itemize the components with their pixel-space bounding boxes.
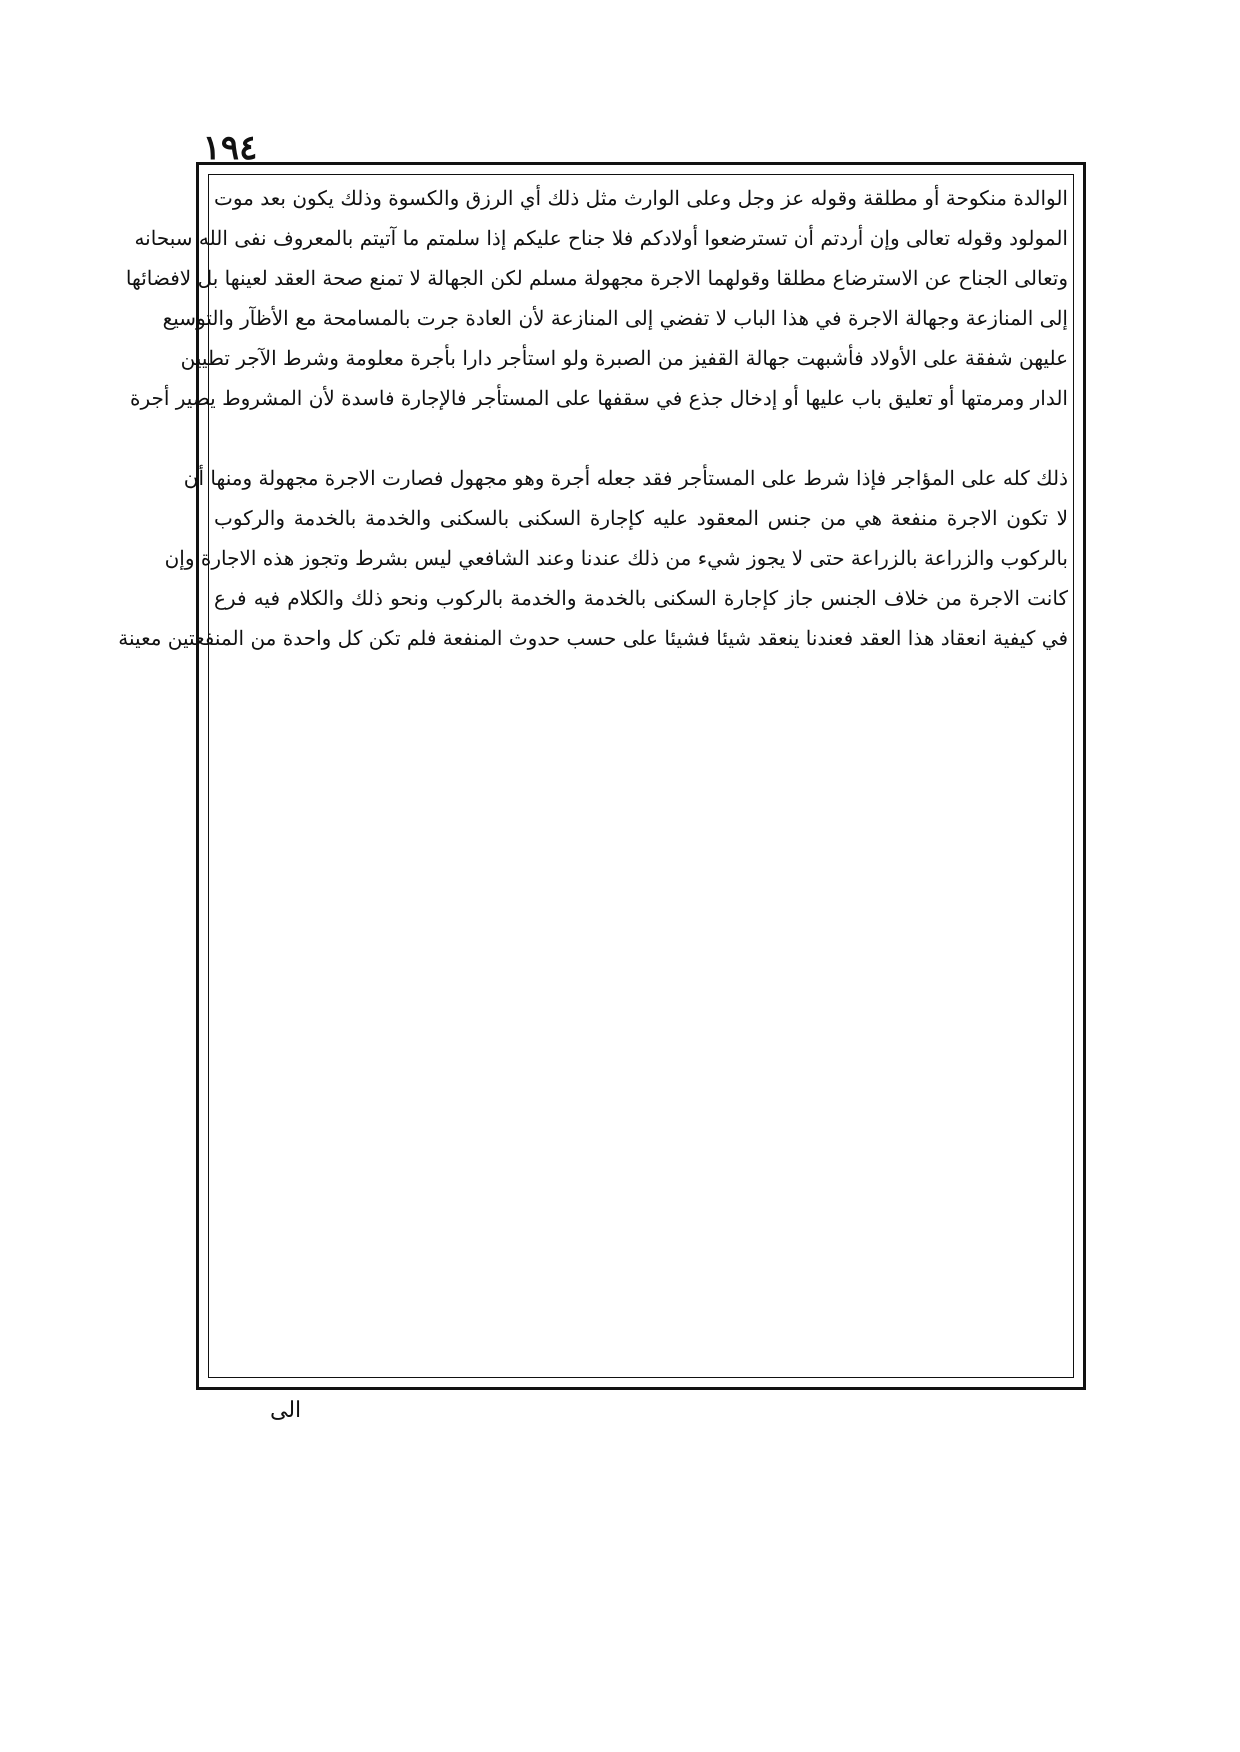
text-line: الدار ومرمتها أو تعليق باب عليها أو إدخال جذع في سقفها على المستأجر فالإجارة فاسدة لأن المشروط يصير أجرة — [129, 386, 1068, 410]
text-line — [214, 818, 1068, 858]
text-line: وتعالى الجناح عن الاسترضاع مطلقا وقولهما الاجرة مجهولة مسلم لكن الجهالة لا تمنع صحة العقد لعينها بل لافضائها — [125, 266, 1068, 290]
text-line — [214, 1218, 1068, 1258]
text-line — [214, 1058, 1068, 1098]
text-line: بالركوب والزراعة بالزراعة حتى لا يجوز شيء من ذلك عندنا وعند الشافعي ليس بشرط وتجوز هذه الاجارة وإن — [164, 546, 1068, 570]
text-line — [214, 858, 1068, 898]
text-line: عليهن شفقة على الأولاد فأشبهت جهالة القفيز من الصبرة ولو استأجر دارا بأجرة معلومة وشرط الآجر تطيين — [180, 346, 1068, 370]
text-line — [214, 1098, 1068, 1138]
text-line — [214, 1298, 1068, 1338]
text-line — [214, 1338, 1068, 1378]
text-line: إلى المنازعة وجهالة الاجرة في هذا الباب لا تفضي إلى المنازعة لأن العادة جرت بالمسامحة مع الأظآر والتوسيع — [162, 306, 1068, 330]
text-line — [214, 1018, 1068, 1058]
text-line: لا تكون الاجرة منفعة هي من جنس المعقود عليه كإجارة السكنى بالسكنى والخدمة بالخدمة والركوب — [214, 506, 1068, 530]
text-line — [214, 938, 1068, 978]
text-line — [214, 1138, 1068, 1178]
text-line: في كيفية انعقاد هذا العقد فعندنا ينعقد شيئا فشيئا على حسب حدوث المنفعة فلم تكن كل واحدة من المنفعتين معينة — [118, 626, 1068, 650]
page-number: ١٩٤ — [202, 128, 258, 168]
text-line — [214, 978, 1068, 1018]
text-line — [214, 778, 1068, 818]
text-line — [214, 1258, 1068, 1298]
catchword: الی — [270, 1398, 302, 1423]
text-line: كانت الاجرة من خلاف الجنس جاز كإجارة السكنى بالخدمة والخدمة بالركوب ونحو ذلك والكلام فيه فرع — [214, 586, 1068, 610]
text-line — [214, 898, 1068, 938]
text-line: المولود وقوله تعالى وإن أردتم أن تسترضعوا أولادكم فلا جناح عليكم إذا سلمتم ما آتيتم بالمعروف نفى الله سبحانه — [134, 226, 1068, 250]
text-line: الوالدة منكوحة أو مطلقة وقوله عز وجل وعلى الوارث مثل ذلك أي الرزق والكسوة وذلك يكون بعد موت — [214, 186, 1068, 210]
text-body — [118, 178, 1068, 1374]
text-line — [214, 658, 1068, 698]
text-line — [214, 738, 1068, 778]
text-line: ذلك كله على المؤاجر فإذا شرط على المستأجر فقد جعله أجرة وهو مجهول فصارت الاجرة مجهولة ومنها أن — [183, 466, 1068, 490]
text-line — [214, 418, 1068, 458]
text-line — [214, 698, 1068, 738]
text-line — [214, 1378, 1068, 1418]
text-line — [214, 1178, 1068, 1218]
